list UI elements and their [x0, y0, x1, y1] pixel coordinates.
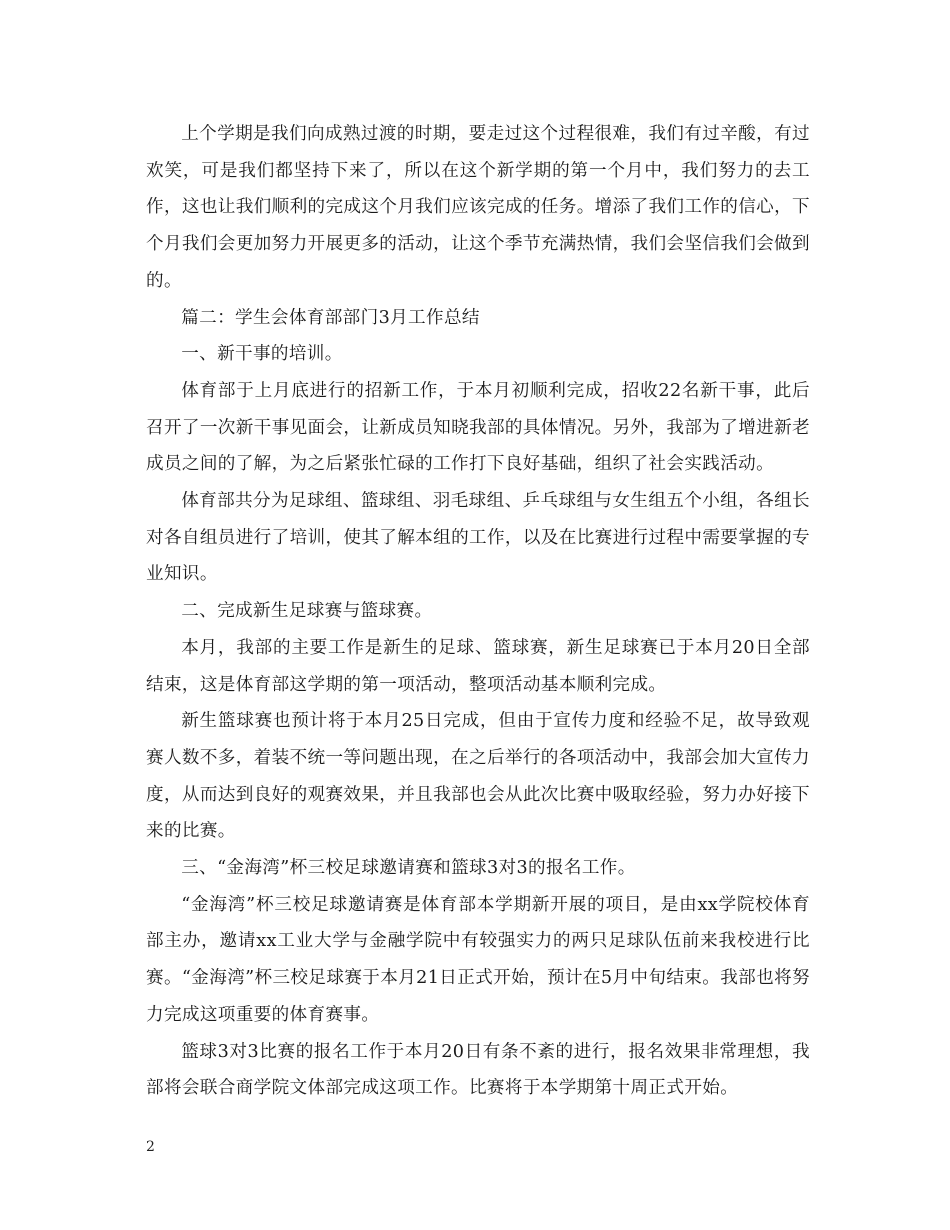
heading-new-staff-training: 一、新干事的培训。	[181, 344, 343, 365]
heading-invitational: 三、“金海湾”杯三校足球邀请赛和篮球3对3的报名工作。	[181, 858, 636, 879]
paragraph-recruitment: 体育部于上月底进行的招新工作，于本月初顺利完成，招收22名新干事，此后召开了一次新干事见面会，让新成员知晓我部的具体情况。另外，我部为了增进新老成员之间的了解，为之后紧张忙碌的工作打下良好基础，组织了社会实践活动。	[146, 380, 810, 475]
paragraph-invitational: “金海湾”杯三校足球邀请赛是体育部本学期新开展的项目，是由xx学院校体育部主办，邀请xx工业大学与金融学院中有较强实力的两只足球队伍前来我校进行比赛。“金海湾”杯三校足球赛于本月21日正式开始，预计在5月中旬结束。我部也将努力完成这项重要的体育赛事。	[146, 894, 810, 1025]
paragraph-intro: 上个学期是我们向成熟过渡的时期，要走过这个过程很难，我们有过辛酸，有过欢笑，可是我们都坚持下来了，所以在这个新学期的第一个月中，我们努力的去工作，这也让我们顺利的完成这个月我们应该完成的任务。增添了我们工作的信心，下个月我们会更加努力开展更多的活动，让这个季节充满热情，我们会坚信我们会做到的。	[146, 124, 810, 291]
document-body	[146, 116, 810, 1107]
paragraph-3v3-registration: 篮球3对3比赛的报名工作于本月20日有条不紊的进行，报名效果非常理想，我部将会联合商学院文体部完成这项工作。比赛将于本学期第十周正式开始。	[146, 1041, 810, 1099]
section-title-part-two: 篇二：学生会体育部部门3月工作总结	[181, 307, 480, 328]
paragraph-basketball-match: 新生篮球赛也预计将于本月25日完成，但由于宣传力度和经验不足，故导致观赛人数不多，着装不统一等问题出现，在之后举行的各项活动中，我部会加大宣传力度，从而达到良好的观赛效果，并且我部也会从此次比赛中吸取经验，努力办好接下来的比赛。	[146, 711, 810, 842]
heading-freshman-matches: 二、完成新生足球赛与篮球赛。	[181, 601, 433, 622]
paragraph-groups: 体育部共分为足球组、篮球组、羽毛球组、乒乓球组与女生组五个小组，各组长对各自组员进行了培训，使其了解本组的工作，以及在比赛进行过程中需要掌握的专业知识。	[146, 491, 810, 585]
paragraph-football-match: 本月，我部的主要工作是新生的足球、篮球赛，新生足球赛已于本月20日全部结束，这是体育部这学期的第一项活动，整项活动基本顺利完成。	[146, 637, 810, 695]
page-number: 2	[146, 1139, 155, 1155]
